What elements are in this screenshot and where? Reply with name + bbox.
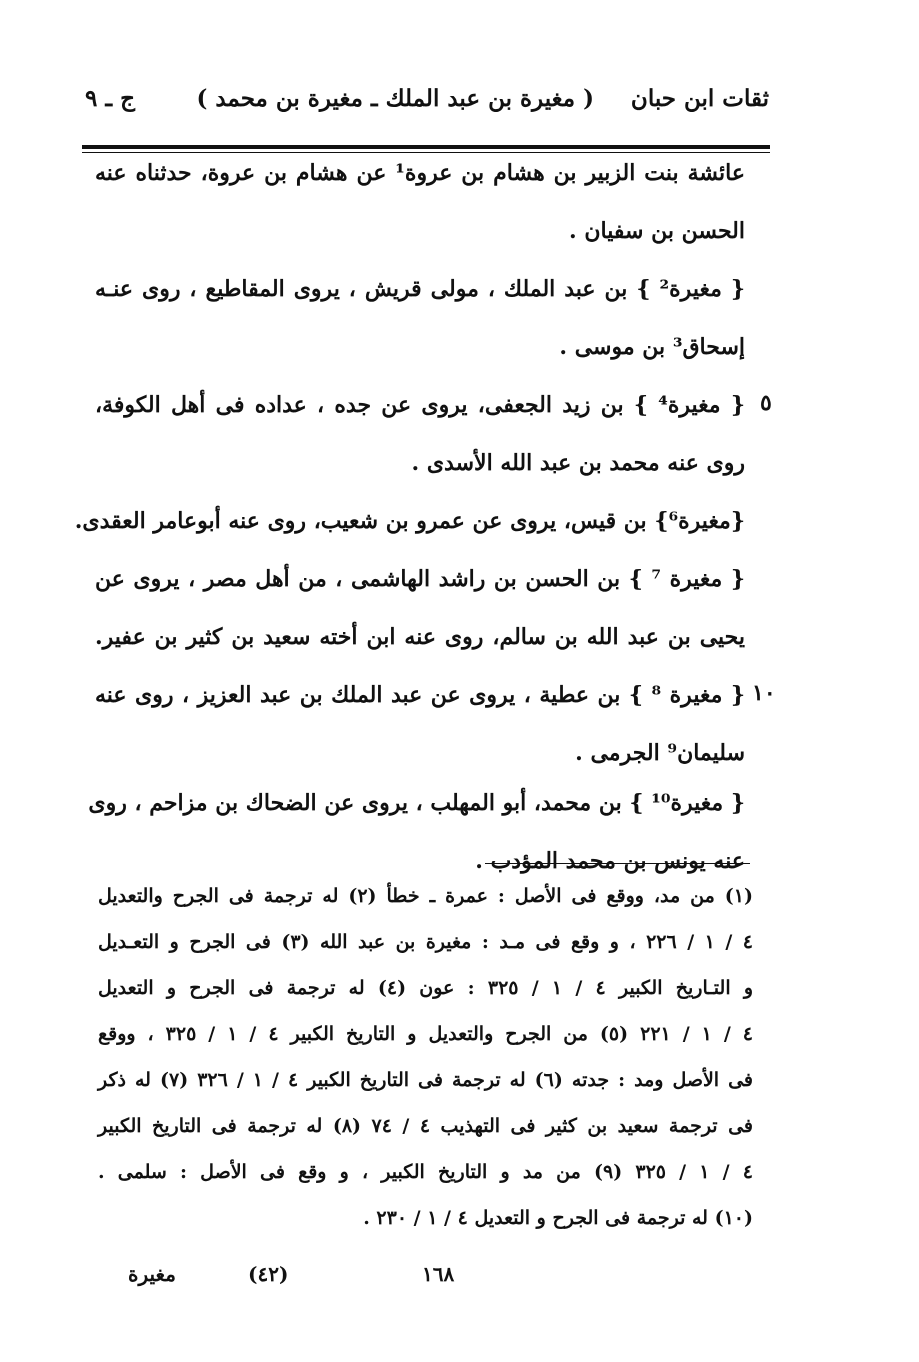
footer-section-number: (٤٢): [248, 1262, 289, 1286]
line-number-5: ٥: [760, 390, 772, 416]
header-rule-thin: [82, 152, 770, 153]
header-rule: [82, 145, 770, 149]
text-line: روى عنه محمد بن عبد الله الأسدى .: [411, 450, 745, 476]
footnote-line: ٤ / ١ / ٣٢٥ (٩) من مد و التاريخ الكبير ، و وقع فى الأصل : سلمى .: [98, 1161, 754, 1183]
book-title: ثقات ابن حبان: [630, 85, 769, 112]
footnote-rule: [485, 863, 750, 864]
text-line: الحسن بن سفيان .: [569, 218, 745, 244]
footnote-line: ٤ / ١ / ٢٢١ (٥) من الجرح والتعديل و التاريخ الكبير ٤ / ١ / ٣٢٥ ، ووقع: [98, 1023, 753, 1045]
text-line: عائشة بنت الزبير بن هشام بن عروة¹ عن هشام بن عروة، حدثناه عنه: [95, 160, 745, 186]
text-line: { مغيرة² } بن عبد الملك ، مولى قريش ، يروى المقاطيع ، روى عنـه: [95, 276, 745, 302]
footnote-line: ٤ / ١ / ٢٢٦ ، و وقع فى مـد : مغيرة بن عبد الله (٣) فى الجرح و التعـديل: [98, 931, 753, 953]
footnote-line: فى ترجمة سعيد بن كثير فى التهذيب ٤ / ٧٤ (٨) له ترجمة فى التاريخ الكبير: [98, 1115, 753, 1137]
volume-label: ج ـ ٩: [85, 85, 135, 112]
footnote-line: و التـاريخ الكبير ٤ / ١ / ٣٢٥ : عون (٤) له ترجمة فى الجرح و التعديل: [98, 977, 754, 999]
text-line: { مغيرة⁴ } بن زيد الجعفى، يروى عن جده ، عداده فى أهل الكوفة،: [95, 392, 745, 418]
text-line: { مغيرة ⁷ } بن الحسن بن راشد الهاشمى ، من أهل مصر ، يروى عن: [95, 566, 745, 592]
page-header: [85, 85, 769, 129]
footer-running-word: مغيرة: [128, 1262, 176, 1286]
text-line: عنه يونس بن محمد المؤدب .: [475, 848, 745, 874]
text-line: { مغيرة¹⁰ } بن محمد، أبو المهلب ، يروى عن الضحاك بن مزاحم ، روى: [88, 790, 745, 816]
text-line: إسحاق³ بن موسى .: [559, 334, 745, 360]
text-line: {مغيرة⁶} بن قيس، يروى عن عمرو بن شعيب، روى عنه أبوعامر العقدى.: [74, 508, 745, 534]
text-line: سليمان⁹ الجرمى .: [575, 740, 745, 766]
footnote-line: (١) من مد، ووقع فى الأصل : عمرة ـ خطأ (٢) له ترجمة فى الجرح والتعديل: [98, 885, 753, 907]
text-line: يحيى بن عبد الله بن سالم، روى عنه ابن أخته سعيد بن كثير بن عفير.: [95, 624, 745, 650]
footnote-line: فى الأصل ومد : جدته (٦) له ترجمة فى التاريخ الكبير ٤ / ١ / ٣٢٦ (٧) له ذكر: [98, 1069, 754, 1091]
footnote-line: (١٠) له ترجمة فى الجرح و التعديل ٤ / ١ / ٢٣٠ .: [363, 1207, 753, 1229]
running-head: ( مغيرة بن عبد الملك ـ مغيرة بن محمد ): [196, 85, 594, 112]
page-number: ١٦٨: [422, 1262, 455, 1286]
text-line: { مغيرة ⁸ } بن عطية ، يروى عن عبد الملك بن عبد العزيز ، روى عنه: [95, 682, 746, 708]
line-number-10: ١٠: [752, 680, 776, 706]
